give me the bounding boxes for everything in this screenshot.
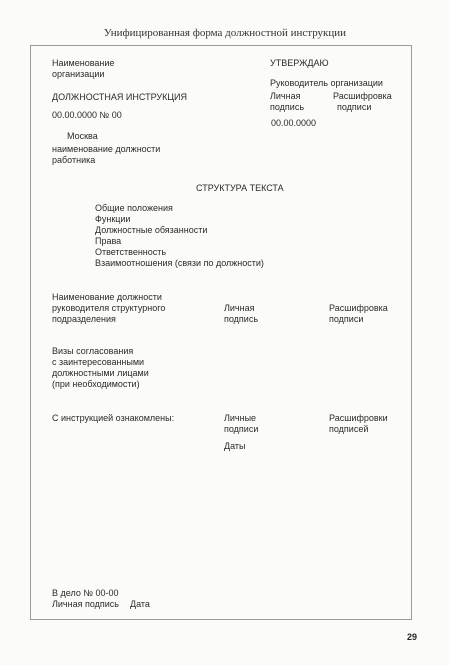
structure-item: Взаимоотношения (связи по должности) xyxy=(95,258,264,268)
head-signature-decoding-label: Расшифровка подписи xyxy=(329,303,388,324)
approve-date: 00.00.0000 xyxy=(271,118,317,128)
form-header-title: Унифицированная форма должностной инструкции xyxy=(103,27,347,39)
document-title: ДОЛЖНОСТНАЯ ИНСТРУКЦИЯ xyxy=(52,92,187,102)
acquainted-signatures-decoding-label: Расшифровки подписей xyxy=(329,413,388,434)
head-position-label: Наименование должности руководителя структурного подразделения xyxy=(52,292,166,324)
structure-item: Функции xyxy=(95,214,131,224)
city-label: Москва xyxy=(67,131,98,141)
footer-date-label: Дата xyxy=(130,599,150,609)
org-name-label: Наименование организации xyxy=(52,58,115,79)
structure-item: Права xyxy=(95,236,122,246)
head-personal-signature-label: Личная подпись xyxy=(224,303,259,324)
dates-label: Даты xyxy=(224,441,246,451)
document-number: 00.00.0000 № 00 xyxy=(52,110,122,120)
acquainted-personal-signatures-label: Личные подписи xyxy=(224,413,259,434)
acquainted-label: С инструкцией ознакомлены: xyxy=(52,413,175,423)
structure-item: Должностные обязанности xyxy=(95,225,208,235)
approve-label: УТВЕРЖДАЮ xyxy=(270,58,329,68)
structure-item: Общие положения xyxy=(95,203,173,213)
footer-personal-signature-label: Личная подпись xyxy=(52,599,119,609)
visas-label: Визы согласования с заинтересованными должностными лицами (при необходимости) xyxy=(52,346,149,389)
structure-title: СТРУКТУРА ТЕКСТА xyxy=(196,183,284,193)
structure-item: Ответственность xyxy=(95,247,167,257)
position-name-label: наименование должности работника xyxy=(52,144,161,165)
file-to-label: В дело № 00-00 xyxy=(52,588,119,598)
structure-list xyxy=(95,203,264,269)
head-of-org-label: Руководитель организации xyxy=(270,78,383,88)
page-number: 29 xyxy=(407,632,418,642)
approve-personal-signature-label: Личная подпись xyxy=(270,91,305,112)
approve-signature-decoding-label: Расшифровка подписи xyxy=(333,91,392,112)
